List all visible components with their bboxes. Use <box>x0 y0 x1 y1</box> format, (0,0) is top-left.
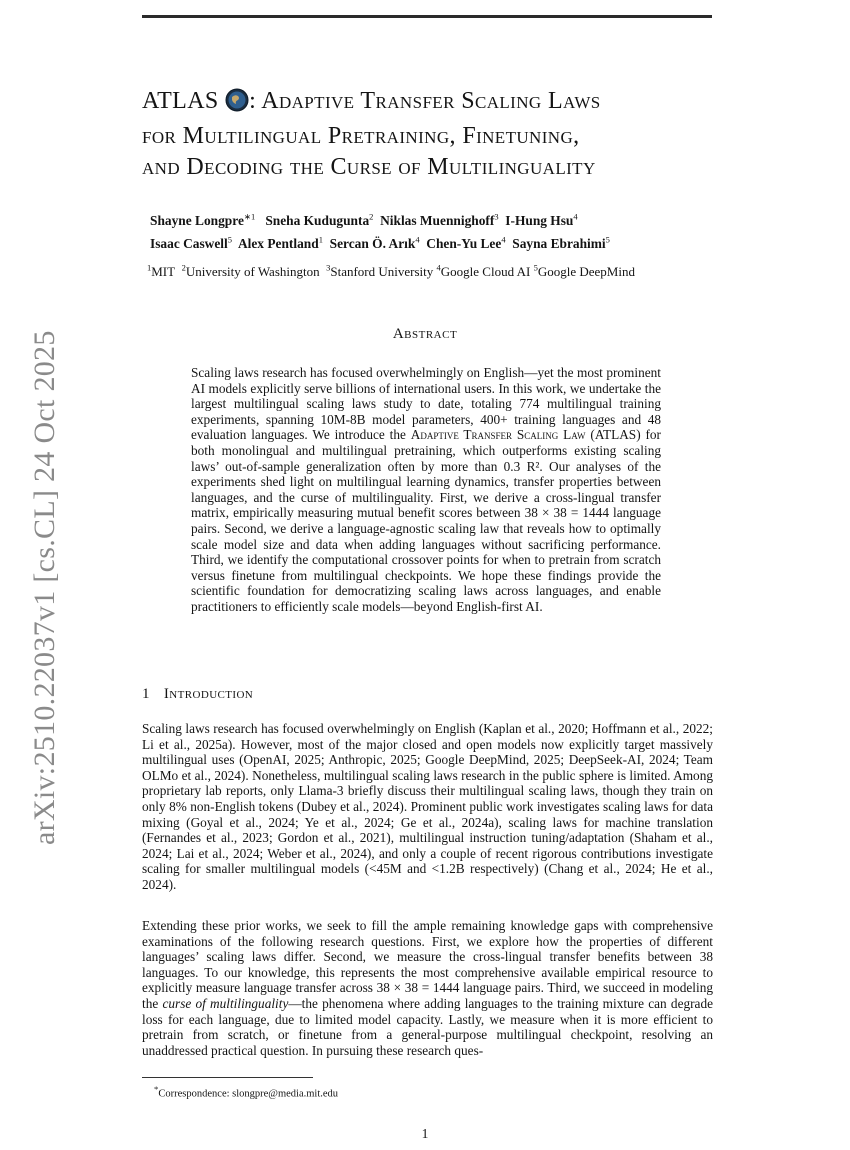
affiliation: $^2$University of Washington <box>181 263 320 280</box>
author-line <box>150 208 710 230</box>
author: Isaac Caswell$^5$ <box>150 234 232 251</box>
page-number: 1 <box>421 1126 429 1141</box>
author-line <box>150 230 710 252</box>
author: Chen-Yu Lee$^4$ <box>426 234 506 251</box>
atlas-globe-logo-icon <box>225 88 249 121</box>
top-rule <box>142 15 712 18</box>
author: Sayna Ebrahimi$^5$ <box>512 234 610 251</box>
section-number: 1 <box>142 686 150 702</box>
intro-paragraph-2: Extending these prior works, we seek to fill the ample remaining knowledge gaps with comprehensive examinations of the following research questions. First, we explore how the properties of different languages’ scaling laws differ. Second, we measure the cross-lingual transfer benefits between 38 languages. To our knowledge, this represents the most comprehensive available empirical resource to explicitly measure language transfer across 38 × 38 = 1444 language pairs. Third, we succeed in modeling the curse of multilinguality—the phenomena where adding languages to the training mixture can degrade loss for each language, due to limited model capacity. Lastly, we measure when it is more efficient to pretrain from scratch, or finetune from a general-purpose multilingual checkpoint, resolving an unaddressed practical question. In pursuing these research ques- <box>142 918 713 1058</box>
author: Alex Pentland$^1$ <box>237 234 323 251</box>
title-line1-rest: : Adaptive Transfer Scaling Laws <box>249 88 601 114</box>
title-line3: and Decoding the Curse of Multilinguality <box>142 154 596 180</box>
author: Sercan Ö. Arık$^4$ <box>329 234 420 251</box>
affiliations <box>147 263 747 280</box>
section-heading-introduction <box>142 686 253 703</box>
author-list <box>150 208 710 253</box>
author: Shayne Longpre$^{∗1}$ <box>150 212 256 229</box>
intro-paragraph-1: Scaling laws research has focused overwhelmingly on English (Kaplan et al., 2020; Hoffmann et al., 2022; Li et al., 2025a). However, most of the major closed and open models now explicitly target massively multilingual uses (OpenAI, 2025; Anthropic, 2025; Google DeepMind, 2025; DeepSeek-AI, 2024; Team OLMo et al., 2024). Nonetheless, multilingual scaling laws research in the public sphere is limited. Among proprietary lab reports, only Llama-3 briefly discuss their multilingual scaling laws, though they train on only 8% non-English tokens (Dubey et al., 2024). Prominent public work investigates scaling laws for data mixing (Goyal et al., 2024; Ye et al., 2024; Ge et al., 2024a), scaling laws for machine translation (Fernandes et al., 2023; Gordon et al., 2021), multilingual instruction tuning/adaptation (Shaham et al., 2024; Lai et al., 2024; Weber et al., 2024), and only a couple of recent rigorous contributions investigate scaling for smaller multilingual models (<45M and <1.2B respectively) (Chang et al., 2024; He et al., 2024). <box>142 721 713 892</box>
affiliation: $^5$Google DeepMind <box>533 263 635 280</box>
abstract-body: Scaling laws research has focused overwhelmingly on English—yet the most prominent AI models explicitly serve billions of international users. In this work, we undertake the largest multilingual scaling laws study to date, totaling 774 multilingual training experiments, spanning 10M-8B model parameters, 400+ training languages and 48 evaluation languages. We introduce the Adaptive Transfer Scaling Law (ATLAS) for both monolingual and multilingual pretraining, which outperforms existing scaling laws’ out-of-sample generalization often by more than 0.3 R². Our analyses of the experiments shed light on multilingual learning dynamics, transfer properties between languages, and the curse of multilinguality. First, we derive a cross-lingual transfer matrix, empirically measuring mutual benefit scores between 38 × 38 = 1444 language pairs. Second, we derive a language-agnostic scaling law that reveals how to optimally scale model size and data when adding languages without sacrificing performance. Third, we identify the computational crossover points for when to pretrain from scratch versus finetune from multilingual checkpoints. We hope these findings provide the scientific foundation for democratizing scaling laws across languages, and enable practitioners to efficiently scale models—beyond English-first AI. <box>191 365 661 614</box>
title-atlas: ATLAS <box>142 88 226 114</box>
affiliation: $^1$MIT <box>147 263 176 280</box>
arxiv-side-stamp: arXiv:2510.22037v1 [cs.CL] 24 Oct 2025 <box>28 330 61 845</box>
affiliation: $^4$Google Cloud AI <box>436 263 531 280</box>
title-line2: for Multilingual Pretraining, Finetuning, <box>142 123 580 149</box>
author: Sneha Kudugunta$^2$ <box>265 212 374 229</box>
abstract-heading: Abstract <box>392 326 458 342</box>
paper-title <box>142 86 722 183</box>
section-title: Introduction <box>163 686 254 702</box>
author: Niklas Muennighoff$^3$ <box>380 212 499 229</box>
author: I-Hung Hsu$^4$ <box>505 212 578 229</box>
footnote-rule <box>142 1077 313 1078</box>
footnote: *Correspondence: slongpre@media.mit.edu <box>154 1084 339 1100</box>
affiliation: $^3$Stanford University <box>326 263 434 280</box>
